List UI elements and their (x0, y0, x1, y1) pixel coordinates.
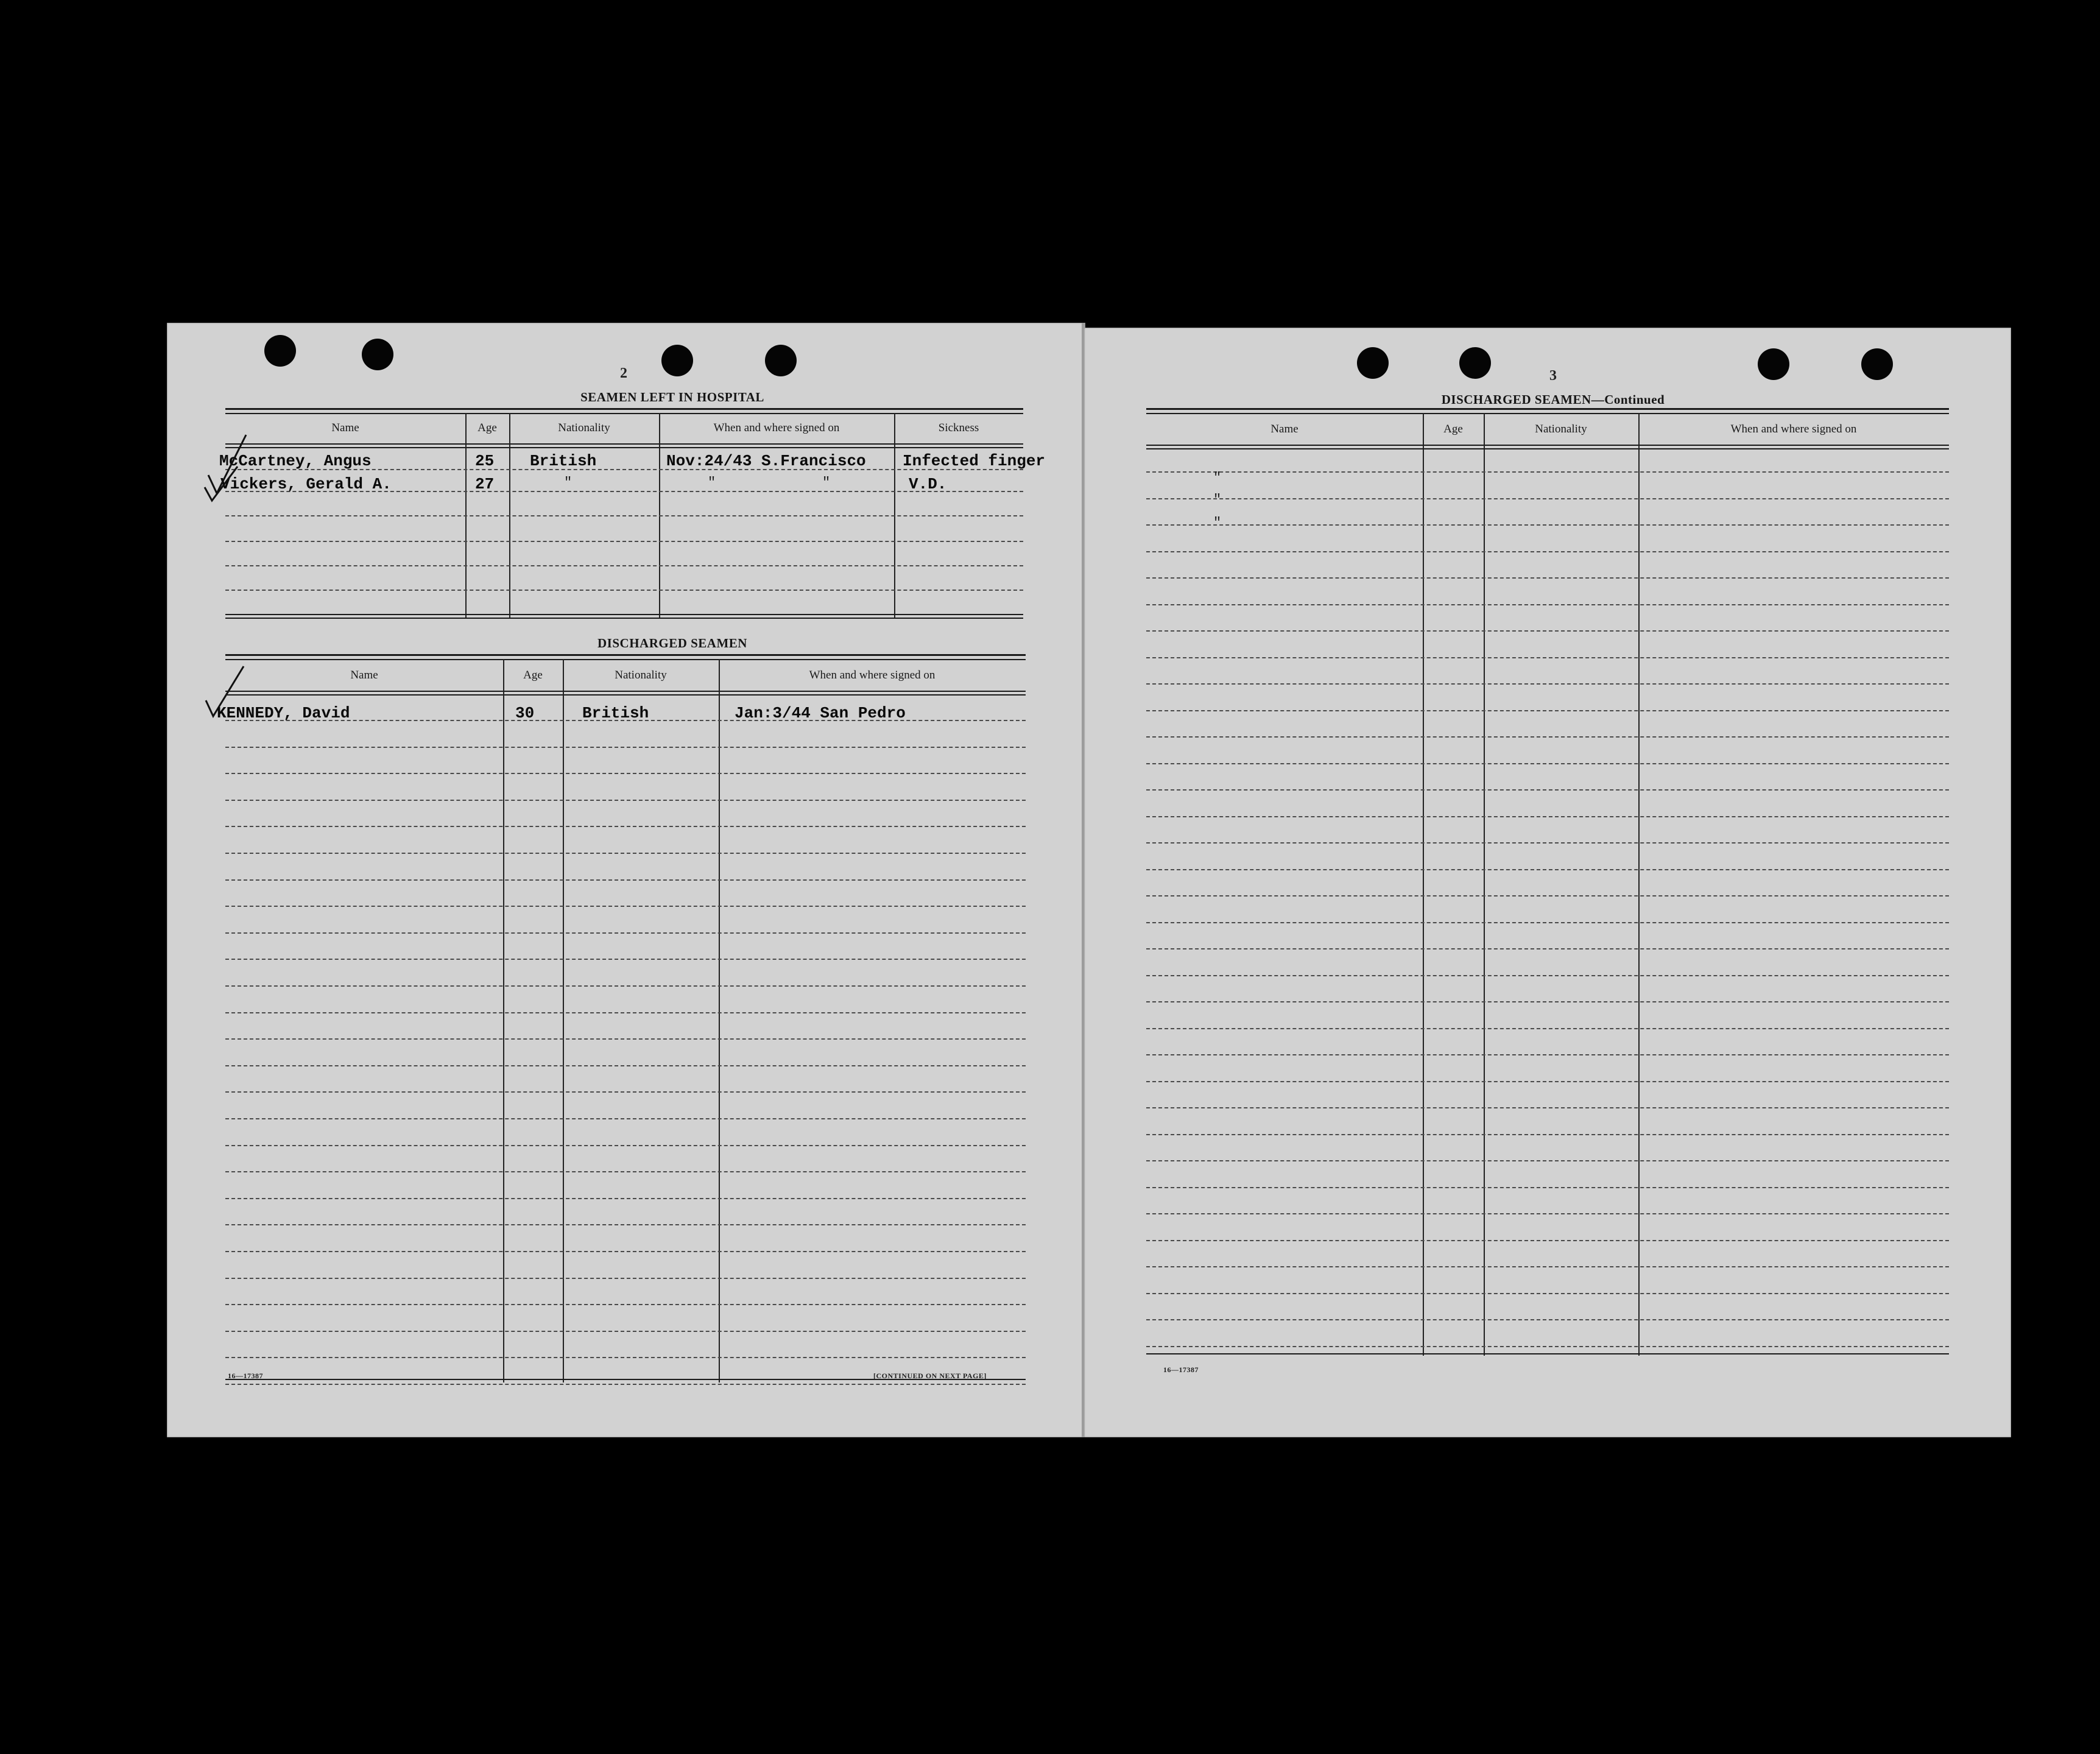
ruled-line (225, 1118, 1026, 1119)
discharged-continued-title: DISCHARGED SEAMEN—Continued (1441, 392, 1665, 407)
ruled-line (225, 1012, 1026, 1013)
discharged-row-1-name: KENNEDY, David (217, 704, 350, 722)
ruled-line (1146, 1293, 1949, 1294)
ditto-mark: " (1213, 470, 1222, 485)
ruled-line (225, 932, 1026, 934)
punch-hole (661, 345, 693, 376)
ruled-line (225, 1198, 1026, 1199)
header-name: Name (1270, 423, 1298, 435)
ditto-mark: " (1213, 492, 1222, 507)
ruled-line (1146, 710, 1949, 711)
punch-hole (1459, 347, 1491, 379)
hospital-row-2-sickness: V.D. (909, 475, 947, 493)
ruled-line (225, 1038, 1026, 1040)
ruled-line (225, 959, 1026, 960)
ruled-line (1146, 763, 1949, 764)
ruled-line (1146, 1054, 1949, 1055)
punch-hole (362, 339, 393, 370)
ruled-line (1146, 842, 1949, 844)
ruled-line (225, 826, 1026, 827)
header-age: Age (523, 669, 543, 682)
header-signed-on: When and where signed on (809, 669, 935, 682)
ruled-line (1146, 604, 1949, 605)
ruled-line (225, 1251, 1026, 1252)
page-number: 3 (1549, 368, 1557, 384)
ruled-line (225, 1331, 1026, 1332)
hospital-row-1-nationality: British (530, 452, 597, 470)
ruled-line (225, 879, 1026, 881)
header-nationality: Nationality (1535, 423, 1587, 435)
ruled-line (1146, 683, 1949, 685)
ruled-line (225, 1171, 1026, 1172)
ruled-line (225, 1278, 1026, 1279)
header-signed-on: When and where signed on (713, 421, 840, 434)
hospital-row-2-name: Vickers, Gerald A. (220, 475, 392, 493)
ruled-line (1146, 471, 1949, 473)
ruled-line (225, 1145, 1026, 1146)
ruled-line (1146, 498, 1949, 499)
hospital-row-1-name: McCartney, Angus (219, 452, 372, 470)
discharged-row-1-signed-on: Jan:3/44 San Pedro (735, 704, 906, 722)
ruled-line (1146, 736, 1949, 738)
ruled-line (1146, 816, 1949, 817)
punch-hole (1861, 348, 1893, 380)
hospital-row-1-sickness: Infected finger (903, 452, 1046, 470)
ruled-line (225, 1304, 1026, 1305)
hospital-section-title: SEAMEN LEFT IN HOSPITAL (580, 390, 764, 404)
continued-note: [CONTINUED ON NEXT PAGE] (873, 1372, 987, 1380)
header-age: Age (477, 421, 497, 434)
form-number: 16—17387 (1163, 1365, 1199, 1374)
ruled-line (1146, 657, 1949, 658)
ruled-line (225, 1384, 1026, 1385)
header-nationality: Nationality (558, 421, 610, 434)
ruled-line (1146, 1134, 1949, 1135)
page-number: 2 (620, 365, 627, 381)
hospital-row-1-signed-on: Nov:24/43 S.Francisco (666, 452, 866, 470)
hospital-row-2-nationality: " (564, 475, 573, 490)
ruled-line (225, 1224, 1026, 1225)
check-mark-icon (201, 463, 244, 512)
ruled-line (1146, 922, 1949, 923)
punch-hole (1758, 348, 1789, 380)
header-nationality: Nationality (615, 669, 667, 682)
header-name: Name (331, 421, 359, 434)
ditto-mark: " (1213, 515, 1222, 530)
ruled-line (225, 1357, 1026, 1358)
ruled-line (225, 1065, 1026, 1066)
ruled-line (1146, 975, 1949, 976)
ruled-line (225, 906, 1026, 907)
ruled-line (1146, 1266, 1949, 1267)
hospital-table (219, 408, 1046, 622)
punch-hole (1357, 347, 1389, 379)
ruled-line (1146, 1213, 1949, 1214)
ruled-line (1146, 869, 1949, 870)
ruled-line (225, 773, 1026, 774)
hospital-row-2-signed-on-place: " (822, 475, 831, 490)
form-number: 16—17387 (228, 1372, 263, 1380)
punch-hole (264, 335, 296, 367)
ruled-line (1146, 1001, 1949, 1002)
ruled-line (1146, 551, 1949, 552)
hospital-row-2-signed-on: " (708, 475, 716, 490)
header-sickness: Sickness (938, 421, 979, 434)
discharged-section-title: DISCHARGED SEAMEN (597, 636, 747, 650)
ruled-line (1146, 630, 1949, 632)
hospital-row-2-age: 27 (475, 475, 495, 493)
ruled-line (1146, 577, 1949, 579)
header-age: Age (1443, 423, 1463, 435)
left-page (167, 323, 1084, 1437)
ruled-line (1146, 1160, 1949, 1161)
ruled-line (1146, 1319, 1949, 1320)
ruled-line (1146, 1346, 1949, 1347)
hospital-row-1-age: 25 (475, 452, 495, 470)
ruled-line (225, 853, 1026, 854)
ruled-line (1146, 1028, 1949, 1029)
discharged-row-1-age: 30 (515, 704, 535, 722)
ruled-line (1146, 524, 1949, 526)
ruled-line (1146, 895, 1949, 896)
right-page (1084, 328, 2011, 1437)
ruled-line (1146, 1187, 1949, 1188)
ruled-line (1146, 1107, 1949, 1108)
header-signed-on: When and where signed on (1730, 423, 1857, 435)
ruled-line (1146, 948, 1949, 949)
discharged-continued-table (1146, 408, 1949, 1358)
discharged-table (217, 654, 1026, 1382)
punch-hole (765, 345, 797, 376)
ruled-line (1146, 1081, 1949, 1082)
discharged-row-1-nationality: British (582, 704, 649, 722)
ruled-line (225, 747, 1026, 748)
ruled-line (225, 985, 1026, 987)
ruled-line (1146, 1240, 1949, 1241)
ruled-line (225, 800, 1026, 801)
bottom-rule (1146, 1353, 1949, 1354)
ruled-line (225, 1091, 1026, 1093)
ruled-line (1146, 789, 1949, 791)
header-name: Name (350, 669, 378, 682)
